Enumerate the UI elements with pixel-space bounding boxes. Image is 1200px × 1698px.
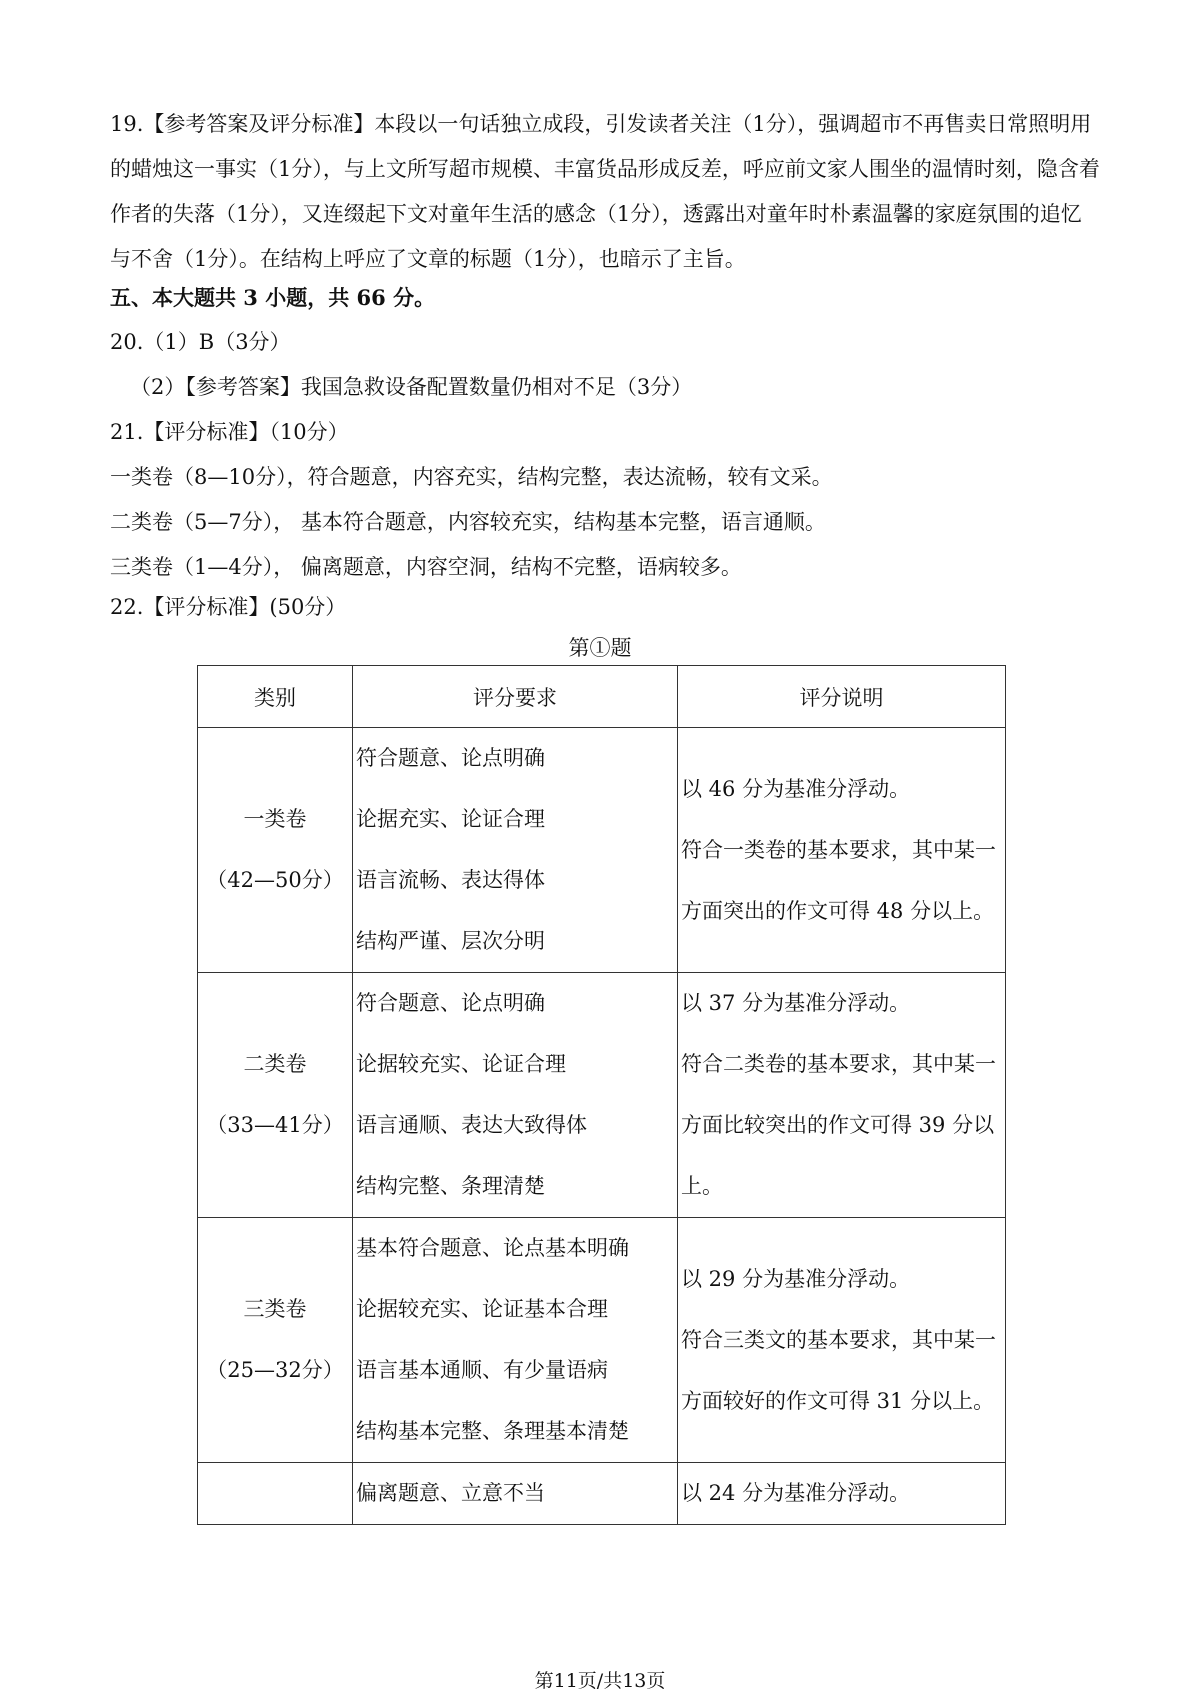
header-requirements: 评分要求 (353, 666, 678, 728)
requirement-item: 语言通顺、表达大致得体 (356, 1113, 587, 1137)
explanation-cell (678, 728, 1006, 973)
explanation-line: 方面突出的作文可得 48 分以上。 (681, 898, 995, 923)
requirement-item: 论据较充实、论证基本合理 (356, 1297, 608, 1321)
requirement-item: 符合题意、论点明确 (356, 991, 545, 1015)
header-category: 类别 (198, 666, 353, 728)
explanation-cell (678, 1463, 1006, 1525)
explanation-line: 符合三类文的基本要求，其中某一 (681, 1327, 996, 1352)
requirement-item: 结构完整、条理清楚 (356, 1174, 545, 1198)
explanation-line: 以 37 分为基准分浮动。 (681, 991, 911, 1015)
q20-part2: （2）【参考答案】我国急救设备配置数量仍相对不足（3分） (130, 375, 693, 399)
q21-grade-2: 二类卷（5—7分）， 基本符合题意，内容较充实，结构基本完整，语言通顺。 (110, 510, 826, 534)
header-explanation: 评分说明 (678, 666, 1006, 728)
category-range: （42—50分） (206, 868, 344, 892)
requirement-item: 论据较充实、论证合理 (356, 1052, 566, 1076)
category-name: 三类卷 (243, 1297, 307, 1321)
requirement-item: 偏离题意、立意不当 (356, 1481, 545, 1505)
q22-title: 22.【评分标准】(50分） (110, 595, 347, 619)
explanation-line: 符合一类卷的基本要求，其中某一 (681, 837, 996, 862)
requirements-cell (353, 1218, 678, 1463)
requirement-item: 基本符合题意、论点基本明确 (356, 1236, 629, 1260)
requirement-item: 语言基本通顺、有少量语病 (356, 1358, 608, 1382)
requirement-item: 结构基本完整、条理基本清楚 (356, 1419, 629, 1443)
explanation-line: 以 29 分为基准分浮动。 (681, 1266, 911, 1291)
q19-answer-paragraph: 19.【参考答案及评分标准】本段以一句话独立成段，引发读者关注（1分），强调超市不再售卖日常照明用的蜡烛这一事实（1分），与上文所写超市规模、丰富货品形成反差，呼应前文家人围坐的温情时刻，隐含着作者的失落（1分），又连缀起下文对童年生活的感念（1分），透露出对童年时朴素温馨的家庭氛围的追忆与不舍（1分）。在结构上呼应了文章的标题（1分），也暗示了主旨。 (110, 112, 1100, 271)
requirement-item: 论据充实、论证合理 (356, 807, 545, 831)
requirements-cell (353, 973, 678, 1218)
category-name: 二类卷 (243, 1052, 307, 1076)
category-cell (198, 728, 353, 973)
q20-part1: 20.（1）B（3分） (110, 330, 291, 354)
page-number-footer: 第11页/共13页 (534, 1670, 666, 1692)
requirement-item: 符合题意、论点明确 (356, 746, 545, 770)
explanation-line: 以 46 分为基准分浮动。 (681, 776, 911, 801)
explanation-line: 符合二类卷的基本要求，其中某一 (681, 1052, 996, 1076)
category-range: （25—32分） (206, 1358, 344, 1382)
explanation-line: 上。 (681, 1174, 723, 1198)
table-row (198, 728, 1006, 973)
explanation-line: 方面比较突出的作文可得 39 分以 (681, 1113, 995, 1137)
table-caption: 第①题 (568, 636, 632, 660)
q21-title: 21.【评分标准】（10分） (110, 420, 349, 444)
explanation-line: 方面较好的作文可得 31 分以上。 (681, 1388, 995, 1413)
section-five-heading: 五、本大题共 3 小题，共 66 分。 (110, 285, 436, 310)
q21-grade-1: 一类卷（8—10分），符合题意，内容充实，结构完整，表达流畅，较有文采。 (110, 465, 833, 489)
requirement-item: 语言流畅、表达得体 (356, 868, 545, 892)
scoring-table (197, 665, 1006, 1525)
table-header-row (198, 666, 1006, 728)
explanation-line: 以 24 分为基准分浮动。 (681, 1481, 911, 1505)
table-row (198, 973, 1006, 1218)
table-row (198, 1463, 1006, 1525)
requirements-cell (353, 728, 678, 973)
requirements-cell (353, 1463, 678, 1525)
table-row (198, 1218, 1006, 1463)
requirement-item: 结构严谨、层次分明 (356, 929, 545, 953)
category-range: （33—41分） (206, 1113, 344, 1137)
explanation-cell (678, 1218, 1006, 1463)
explanation-cell (678, 973, 1006, 1218)
category-cell (198, 973, 353, 1218)
q21-grade-3: 三类卷（1—4分）， 偏离题意，内容空洞，结构不完整，语病较多。 (110, 555, 742, 579)
category-cell (198, 1218, 353, 1463)
category-cell (198, 1463, 353, 1525)
category-name: 一类卷 (243, 807, 307, 831)
